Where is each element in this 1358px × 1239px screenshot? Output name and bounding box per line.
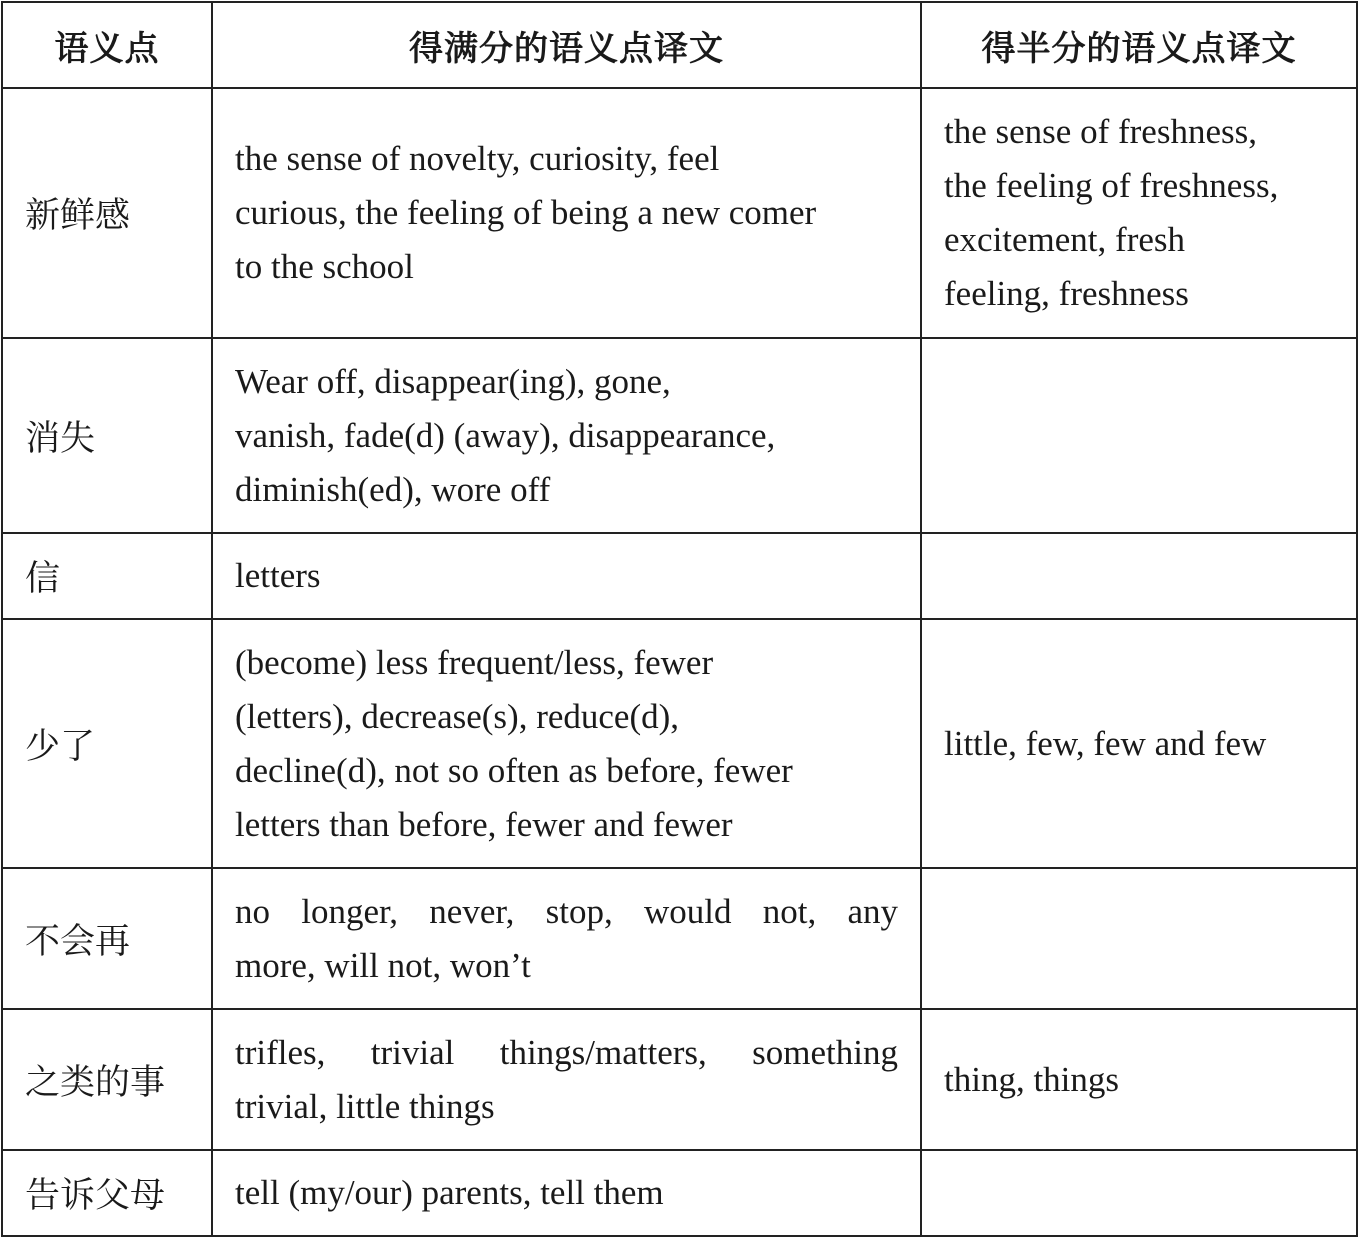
table-row bbox=[2, 533, 1357, 619]
text-line: (become) less frequent/less, fewer bbox=[235, 642, 714, 682]
half-score-cell bbox=[921, 619, 1357, 868]
half-score-cell bbox=[921, 868, 1357, 1009]
text-line: letters than before, fewer and fewer bbox=[235, 804, 733, 844]
full-score-cell bbox=[212, 533, 921, 619]
full-score-cell bbox=[212, 338, 921, 533]
text-line: (letters), decrease(s), reduce(d), bbox=[235, 696, 680, 736]
half-score-cell bbox=[921, 1150, 1357, 1236]
table-row bbox=[2, 88, 1357, 338]
text-line: decline(d), not so often as before, fewer bbox=[235, 750, 793, 790]
semantic-point-cell: 信 bbox=[2, 533, 212, 619]
semantic-point-cell: 告诉父母 bbox=[2, 1150, 212, 1236]
full-score-cell bbox=[212, 1150, 921, 1236]
semantic-point-cell: 之类的事 bbox=[2, 1009, 212, 1150]
text-line: Wear off, disappear(ing), gone, bbox=[235, 361, 671, 401]
text-line: the feeling of freshness, bbox=[944, 166, 1279, 205]
full-score-cell bbox=[212, 1009, 921, 1150]
half-score-cell bbox=[921, 338, 1357, 533]
semantic-point-cell: 少了 bbox=[2, 619, 212, 868]
table-row bbox=[2, 1150, 1357, 1236]
table-row bbox=[2, 338, 1357, 533]
half-score-cell bbox=[921, 88, 1357, 338]
table-row bbox=[2, 619, 1357, 868]
full-score-cell bbox=[212, 868, 921, 1009]
text-line: tell (my/our) parents, tell them bbox=[235, 1173, 664, 1212]
semantic-point-cell: 不会再 bbox=[2, 868, 212, 1009]
text-line: diminish(ed), wore off bbox=[235, 469, 551, 509]
full-score-cell bbox=[212, 88, 921, 338]
text-line: trifles, trivial things/matters, something bbox=[235, 1032, 898, 1072]
text-line: the sense of freshness, bbox=[944, 112, 1257, 151]
text-line: no longer, never, stop, would not, any bbox=[235, 891, 898, 931]
text-line: little, few, few and few bbox=[944, 723, 1267, 763]
semantic-point-cell: 消失 bbox=[2, 338, 212, 533]
full-score-cell bbox=[212, 619, 921, 868]
text-line: the sense of novelty, curiosity, feel bbox=[235, 139, 720, 178]
text-line: trivial, little things bbox=[235, 1086, 495, 1126]
header-full-score-translation: 得满分的语义点译文 bbox=[212, 2, 921, 88]
header-semantic-point: 语义点 bbox=[2, 2, 212, 88]
text-line: thing, things bbox=[944, 1059, 1120, 1099]
table-row bbox=[2, 1009, 1357, 1150]
text-line: feeling, freshness bbox=[944, 274, 1189, 313]
text-line: to the school bbox=[235, 247, 414, 286]
semantic-point-cell: 新鲜感 bbox=[2, 88, 212, 338]
half-score-cell bbox=[921, 1009, 1357, 1150]
header-row bbox=[2, 2, 1357, 88]
text-line: more, will not, won’t bbox=[235, 945, 531, 985]
semantic-points-table bbox=[1, 1, 1358, 1237]
table-row bbox=[2, 868, 1357, 1009]
text-line: excitement, fresh bbox=[944, 220, 1186, 259]
text-line: vanish, fade(d) (away), disappearance, bbox=[235, 415, 776, 455]
text-line: letters bbox=[235, 556, 321, 595]
text-line: curious, the feeling of being a new comer bbox=[235, 193, 817, 232]
header-half-score-translation: 得半分的语义点译文 bbox=[921, 2, 1357, 88]
half-score-cell bbox=[921, 533, 1357, 619]
